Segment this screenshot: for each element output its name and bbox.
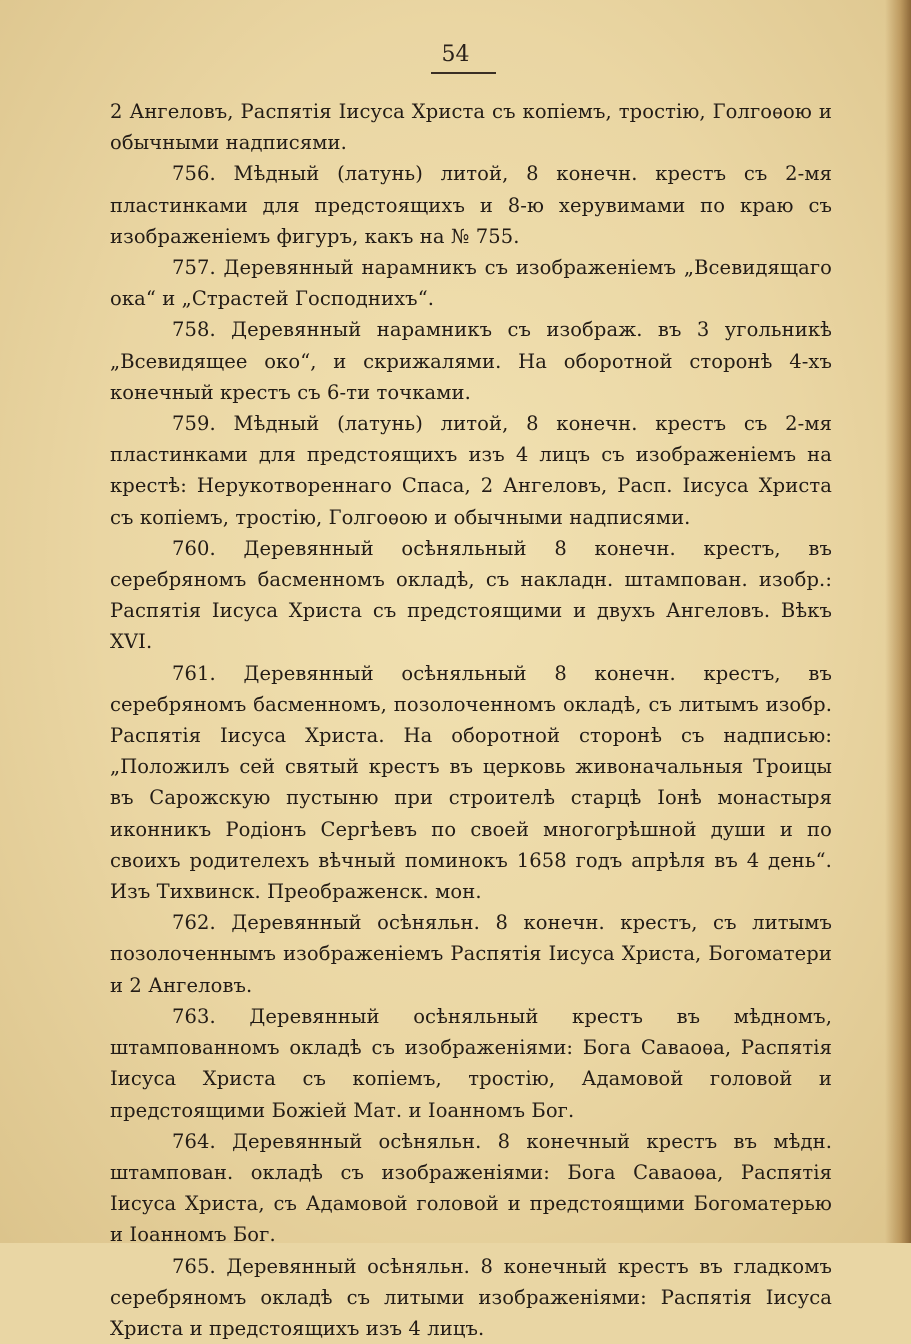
- catalog-entry-763: 763. Деревянный осѣняльный крестъ въ мѣдномъ, штампованномъ окладѣ съ изображеніями: Бога Саваоѳа, Распятія Іисуса Христа съ копіемъ, тростію, Адамовой головой и предстоящими Божіей Мат. и Іоанномъ Бог.: [110, 1004, 832, 1122]
- catalog-entry-758: 758. Деревянный нарамникъ съ изображ. въ 3 угольникѣ „Всевидящее око“, и скрижалями. На оборотной сторонѣ 4-хъ конечный крестъ съ 6-ти точками.: [110, 318, 832, 404]
- catalog-entry-764: 764. Деревянный осѣняльн. 8 конечный крестъ въ мѣдн. штампован. окладѣ съ изображеніями: Бога Саваоѳа, Распятія Іисуса Христа, съ Адамовой головой и предстоящими Богоматерью и Іоанномъ Бог.: [110, 1129, 832, 1247]
- catalog-entry-756: 756. Мѣдный (латунь) литой, 8 конечн. крестъ съ 2-мя пластинками для предстоящихъ и 8-ю херувимами по краю съ изображеніемъ фигуръ, какъ на № 755.: [110, 162, 832, 248]
- catalog-entry-765: 765. Деревянный осѣняльн. 8 конечный крестъ въ гладкомъ серебряномъ окладѣ съ литыми изображеніями: Распятія Іисуса Христа и предстоящихъ изъ 4 лицъ.: [110, 1254, 832, 1340]
- catalog-entry-759: 759. Мѣдный (латунь) литой, 8 конечн. крестъ съ 2-мя пластинками для предстоящихъ изъ 4 лицъ съ изображеніемъ на крестѣ: Нерукотвореннаго Спаса, 2 Ангеловъ, Расп. Іисуса Христа съ копіемъ, тростію, Голгоѳою и обычными надписями.: [110, 412, 832, 529]
- catalog-entry-757: 757. Деревянный нарамникъ съ изображеніемъ „Всевидящаго ока“ и „Страстей Господнихъ“.: [110, 256, 832, 311]
- catalog-text: [110, 96, 832, 1344]
- catalog-entry-762: 762. Деревянный осѣняльн. 8 конечн. крестъ, съ литымъ позолоченнымъ изображеніемъ Распятія Іисуса Христа, Богоматери и 2 Ангеловъ.: [110, 911, 832, 997]
- page-number-rule: [431, 72, 496, 74]
- page-edge-shadow: [885, 0, 911, 1243]
- catalog-entry-760: 760. Деревянный осѣняльный 8 конечн. крестъ, въ серебряномъ басменномъ окладѣ, съ накладн. штампован. изобр.: Распятія Іисуса Христа съ предстоящими и двухъ Ангеловъ. Вѣкъ XVI.: [110, 536, 832, 654]
- catalog-entry-761: 761. Деревянный осѣняльный 8 конечн. крестъ, въ серебряномъ басменномъ, позолоченномъ окладѣ, съ литымъ изобр. Распятія Іисуса Христа. На оборотной сторонѣ съ надписью: „Положилъ сей святый крестъ въ церковь живоначальныя Троицы въ Сарожскую пустыню при строителѣ старцѣ Іонѣ монастыря иконникъ Родіонъ Сергѣевъ по своей многогрѣшной души и по своихъ родителехъ вѣчный поминокъ 1658 годъ апрѣля въ 4 день“. Изъ Тихвинск. Преображенск. мон.: [110, 661, 832, 904]
- catalog-entry-continuation: 2 Ангеловъ, Распятія Іисуса Христа съ копіемъ, тростію, Голгоѳою и обычными надписями.: [110, 100, 832, 155]
- page-number: 54: [441, 42, 470, 67]
